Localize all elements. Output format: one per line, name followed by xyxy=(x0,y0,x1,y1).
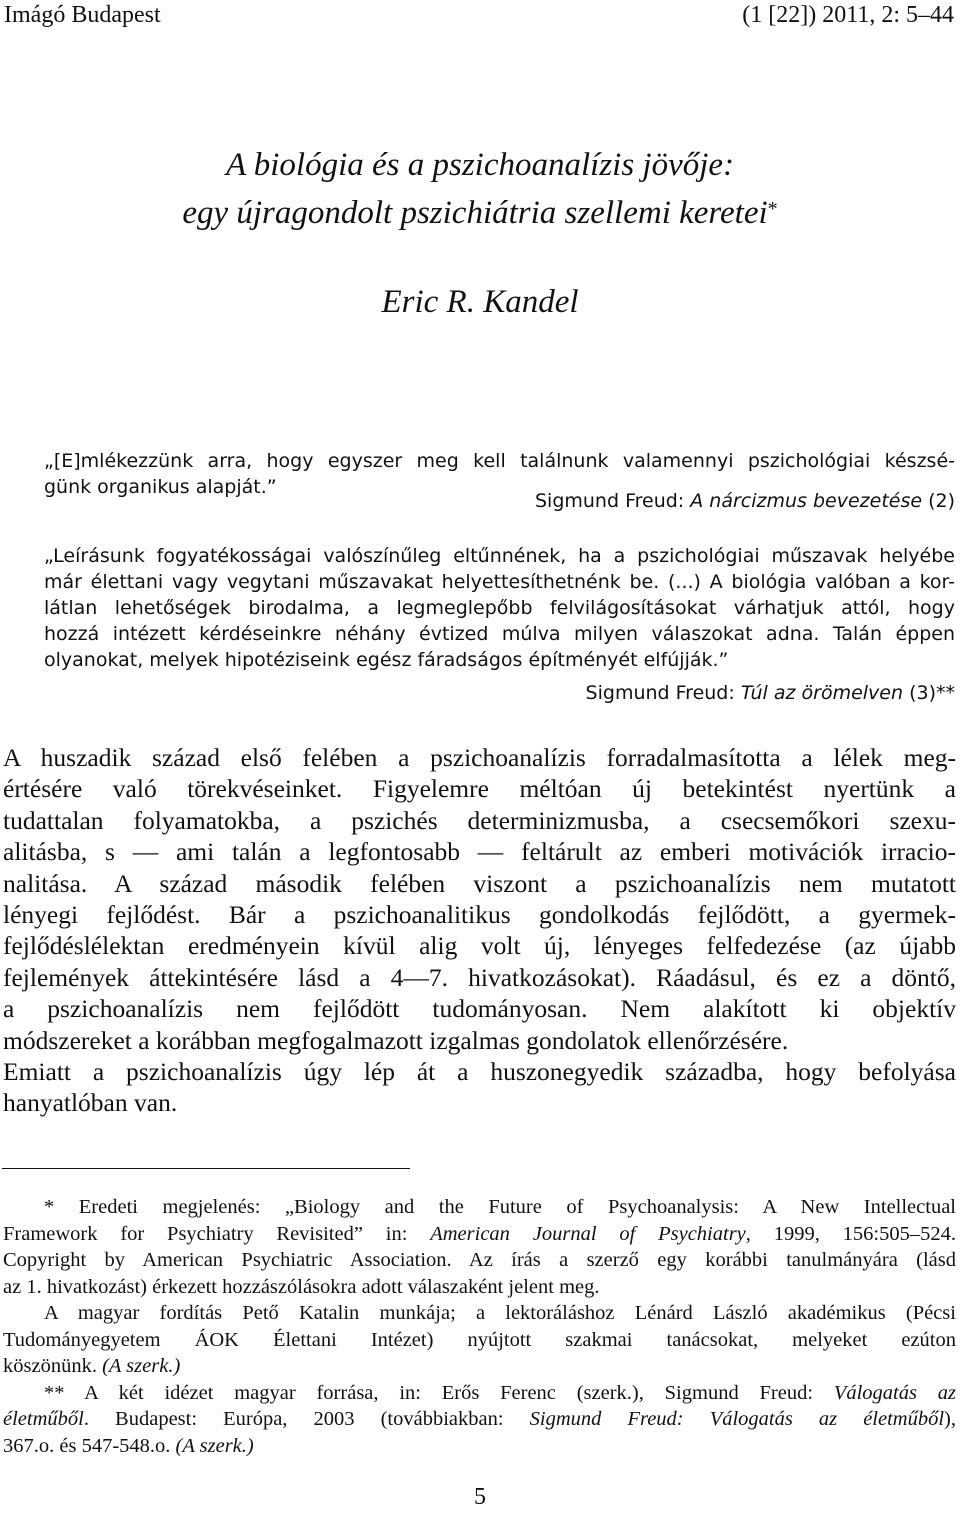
epigraph-1-source xyxy=(535,488,955,514)
article-title-line-1: A biológia és a pszichoanalízis jövője: xyxy=(225,147,735,183)
body-line: a pszichoanalízis nem fejlődött tudományosan. Nem alakított ki objektív xyxy=(3,994,956,1024)
epigraph-line: „Leírásunk fogyatékosságai valószínűleg eltűnnének, ha a pszichológiai műszavak helyébe xyxy=(44,545,955,567)
footnote-line: Tudományegyetem ÁOK Élettani Intézet) nyújtott szakmai tanácsokat, melyeket ezúton xyxy=(3,1328,956,1351)
body-line: értésére való törekvéseinket. Figyelemre méltóan új betekintést nyertünk a xyxy=(3,774,956,804)
body-paragraph xyxy=(3,742,956,1119)
epigraph-line: olyanokat, melyek hipotéziseink egész fáradságos építményét elfújják.” xyxy=(44,649,729,671)
footnote-editor-note: (A szerk.) xyxy=(102,1355,181,1377)
source-author: Sigmund Freud: xyxy=(585,682,741,704)
author-name: Eric R. Kandel xyxy=(381,284,579,320)
source-title: Túl az örömelven xyxy=(740,682,904,704)
epigraph-line: „[E]mlékezzünk arra, hogy egyszer meg kell találnunk valamennyi pszichológiai készsé- xyxy=(44,450,955,472)
body-line: Emiatt a pszichoanalízis úgy lép át a huszonegyedik századba, hogy befolyása xyxy=(3,1057,956,1087)
epigraph-line: már élettani vagy vegytani műszavakat helyettesíthetnénk be. (...) A biológia valóban a kor- xyxy=(44,571,955,593)
body-line: fejlődéslélektan eredményein kívül alig volt új, lényeges felfedezése (az újabb xyxy=(3,931,956,961)
footnote-line: az 1. hivatkozást) érkezett hozzászólásokra adott válaszaként jelent meg. xyxy=(3,1275,600,1298)
footnote-text: , 1999, 156:505–524. xyxy=(745,1222,956,1245)
source-title: A nárcizmus bevezetése xyxy=(690,490,923,512)
footnote-text: ), xyxy=(944,1408,956,1430)
title-footnote-mark: * xyxy=(767,198,778,220)
footnote-text: ** A két idézet magyar forrása, in: Erős Ferenc (szerk.), Sigmund Freud: xyxy=(44,1381,834,1404)
footnote-line: * Eredeti megjelenés: „Biology and the Future of Psychoanalysis: A New Intellectual xyxy=(44,1196,956,1218)
source-author: Sigmund Freud: xyxy=(534,490,691,512)
epigraph-2-source xyxy=(586,680,955,706)
footnote-line xyxy=(3,1433,956,1460)
footnote-book-title: életműből xyxy=(3,1408,84,1430)
body-line: A huszadik század első felében a pszichoanalízis forradalmasította a lélek meg- xyxy=(3,743,956,772)
title-text: egy újragondolt pszichiátria szellemi keretei xyxy=(182,195,768,231)
footnote-text: Framework for Psychiatry Revisited” in: xyxy=(3,1222,431,1245)
epigraph-line: látlan lehetőségek birodalma, a legmeglepőbb felvilágosításokat várhatjuk attól, hogy xyxy=(44,597,955,619)
footnote-line xyxy=(3,1380,956,1407)
epigraph-2 xyxy=(44,543,955,673)
body-line: nalitása. A század második felében viszont a pszichoanalízis nem mutatott xyxy=(3,868,956,898)
footnote-line xyxy=(3,1221,956,1248)
source-ref: (2) xyxy=(922,490,955,512)
body-line: tudattalan folyamatokba, a pszichés determinizmusba, a csecsemőkori szexu- xyxy=(3,805,956,835)
body-line: lényegi fejlődést. Bár a pszichoanalitikus gondolkodás fejlődött, a gyermek- xyxy=(3,900,956,930)
footnote-line xyxy=(3,1406,956,1433)
page-number: 5 xyxy=(474,1484,486,1510)
body-line: módszereket a korábban megfogalmazott izgalmas gondolatok ellenőrzésére. xyxy=(3,1025,789,1055)
journal-name: Imágó Budapest xyxy=(4,2,161,28)
footnote-book-title: Sigmund Freud: Válogatás az életműből xyxy=(529,1408,945,1430)
body-line: hanyatlóban van. xyxy=(3,1088,178,1118)
footnotes xyxy=(3,1194,956,1459)
footnote-editor-note: (A szerk.) xyxy=(175,1434,254,1457)
footnote-line: A magyar fordítás Pető Katalin munkája; a lektoráláshoz Lénárd László akadémikus (Pécsi xyxy=(44,1302,956,1324)
footnote-divider xyxy=(2,1168,410,1169)
epigraph-line: günk organikus alapját.” xyxy=(44,476,277,498)
footnote-line: Copyright by American Psychiatric Association. Az írás a szerző egy korábbi tanulmányára (lásd xyxy=(3,1249,956,1271)
epigraph-line: hozzá intézett kérdéseinkre néhány évtized múlva milyen válaszokat adna. Talán éppen xyxy=(44,623,955,645)
body-line: fejlemények áttekintésére lásd a 4—7. hivatkozásokat). Ráadásul, és ez a döntő, xyxy=(3,962,956,992)
issue-info: (1 [22]) 2011, 2: 5–44 xyxy=(742,2,954,28)
footnote-book-title: Válogatás az xyxy=(833,1381,956,1404)
source-ref: (3)** xyxy=(903,682,955,704)
article-title-line-2 xyxy=(0,190,960,236)
footnote-journal: American Journal of Psychiatry xyxy=(430,1222,746,1245)
footnote-text: . Budapest: Európa, 2003 (továbbiakban: xyxy=(83,1408,530,1430)
footnote-text: 367.o. és 547-548.o. xyxy=(3,1434,176,1457)
body-line: alitásba, s — ami talán a legfontosabb — feltárult az emberi motivációk irracio- xyxy=(3,837,956,867)
footnote-text: köszönünk. xyxy=(3,1355,103,1377)
footnote-line xyxy=(3,1353,956,1380)
